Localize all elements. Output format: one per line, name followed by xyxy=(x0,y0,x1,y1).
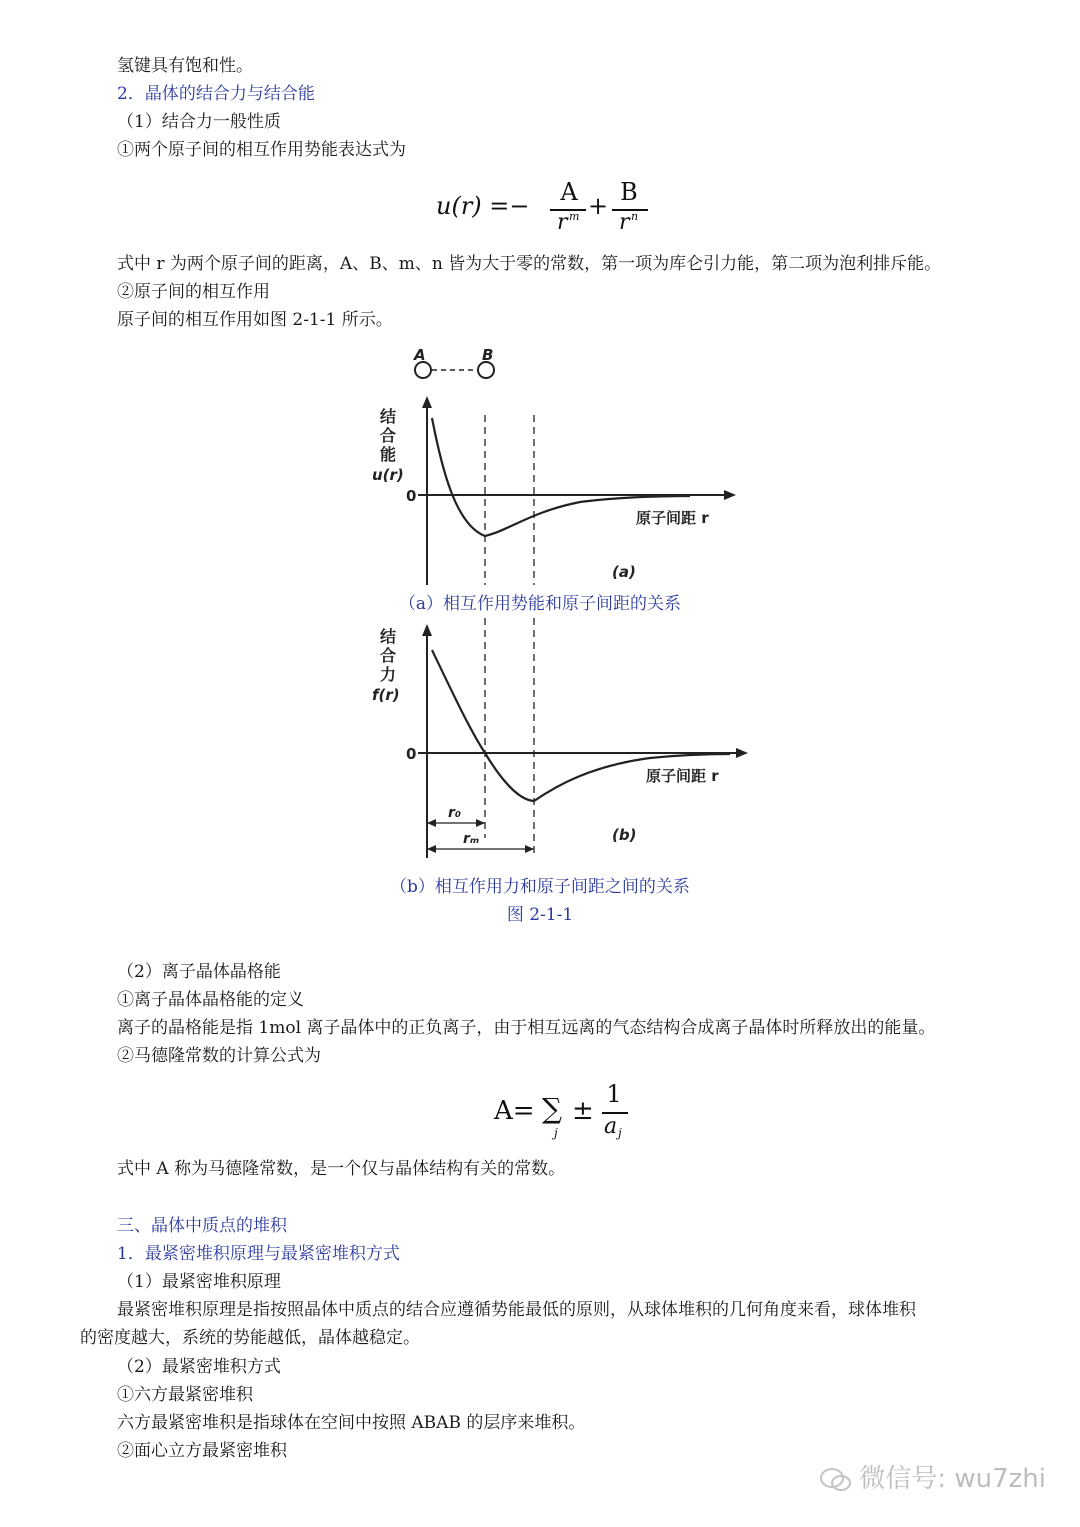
atom-a-label: A xyxy=(414,346,426,364)
fraction-bar xyxy=(612,209,648,211)
formula-exponent-m: m xyxy=(569,210,580,223)
figure-number: 图 2-1-1 xyxy=(506,905,574,925)
paragraph-madelung-heading: ②马德隆常数的计算公式为 xyxy=(117,1046,321,1066)
subheading-lattice-energy: （2）离子晶体晶格能 xyxy=(117,962,281,982)
plus-minus: ± xyxy=(572,1096,594,1126)
rm-label: rₘ xyxy=(463,831,480,847)
r0-arrow-right xyxy=(476,819,485,827)
paragraph-fcc-heading: ②面心立方最紧密堆积 xyxy=(117,1441,287,1461)
formula-numerator: 1 xyxy=(606,1080,622,1108)
y-axis-arrow xyxy=(422,624,432,636)
figure-b-force-plot xyxy=(360,618,760,868)
subheading-packing-modes: （2）最紧密堆积方式 xyxy=(117,1357,281,1377)
paragraph-variable-definitions: 式中 r 为两个原子间的距离，A、B、m、n 皆为大于零的常数，第一项为库仑引力能，第二项为泡利排斥能。 xyxy=(117,254,942,274)
madelung-formula xyxy=(494,1080,644,1146)
ylabel-symbol: f(r) xyxy=(372,686,400,704)
formula-numerator-a: A xyxy=(560,178,578,206)
subheading-general-properties: （1）结合力一般性质 xyxy=(117,112,281,132)
ylabel-symbol: u(r) xyxy=(372,466,404,484)
x-axis-arrow xyxy=(736,748,748,758)
panel-tag-a: (a) xyxy=(612,563,636,581)
ylabel-char-1: 结 xyxy=(380,627,397,646)
formula-denominator: a xyxy=(604,1114,618,1139)
paragraph-hcp-description: 六方最紧密堆积是指球体在空间中按照 ABAB 的层序来堆积。 xyxy=(117,1413,586,1433)
atom-b-label: B xyxy=(482,346,494,364)
atom-a-circle xyxy=(415,362,431,378)
formula-denominator-r2: r xyxy=(619,210,630,235)
fraction-bar xyxy=(550,209,586,211)
ylabel-char-3: 能 xyxy=(380,445,397,464)
r0-arrow-left xyxy=(427,819,436,827)
ylabel-char-1: 结 xyxy=(380,407,397,426)
paragraph-potential-expression: ①两个原子间的相互作用势能表达式为 xyxy=(117,140,406,160)
caption-a: （a）相互作用势能和原子间距的关系 xyxy=(398,594,682,614)
paragraph-madelung-meaning: 式中 A 称为马德隆常数，是一个仅与晶体结构有关的常数。 xyxy=(117,1159,566,1179)
ylabel-char-2: 合 xyxy=(380,426,397,445)
rm-arrow-right xyxy=(525,845,534,853)
section-heading-binding: 2．晶体的结合力与结合能 xyxy=(117,84,315,104)
paragraph-packing-principle-2: 的密度越大，系统的势能越低，晶体越稳定。 xyxy=(80,1328,420,1348)
paragraph-hydrogen-bond: 氢键具有饱和性。 xyxy=(117,56,253,76)
subsection-heading-closest-packing: 1．最紧密堆积原理与最紧密堆积方式 xyxy=(117,1244,400,1264)
wechat-icon xyxy=(819,1467,853,1493)
paragraph-packing-principle-1: 最紧密堆积原理是指按照晶体中质点的结合应遵循势能最低的原则，从球体堆积的几何角度来看，球体堆积 xyxy=(117,1300,916,1320)
paragraph-lattice-definition-heading: ①离子晶体晶格能的定义 xyxy=(117,990,304,1010)
denominator-subscript: j xyxy=(618,1126,622,1140)
r0-label: r₀ xyxy=(448,805,462,821)
paragraph-interaction-heading: ②原子间的相互作用 xyxy=(117,282,270,302)
paragraph-hcp-heading: ①六方最紧密堆积 xyxy=(117,1385,253,1405)
ylabel-char-2: 合 xyxy=(380,646,397,665)
formula-plus: + xyxy=(588,192,609,220)
watermark-text: 微信号: wu7zhi xyxy=(859,1464,1046,1494)
zero-label: 0 xyxy=(406,487,417,505)
figure-a-potential-plot xyxy=(360,340,760,590)
rm-arrow-left xyxy=(427,845,436,853)
ylabel-char-3: 力 xyxy=(380,665,397,684)
paragraph-lattice-definition: 离子的晶格能是指 1mol 离子晶体中的正负离子，由于相互远离的气态结构合成离子晶体时所释放出的能量。 xyxy=(117,1018,936,1038)
wechat-watermark xyxy=(819,1458,1046,1495)
paragraph-figure-reference: 原子间的相互作用如图 2-1-1 所示。 xyxy=(117,310,393,330)
x-axis-arrow xyxy=(724,490,736,500)
y-axis-arrow xyxy=(422,396,432,408)
sigma-subscript: j xyxy=(554,1126,558,1140)
formula-lhs: u(r) =− xyxy=(436,192,530,220)
x-axis-label: 原子间距 r xyxy=(646,767,719,785)
potential-formula xyxy=(436,178,696,238)
zero-label: 0 xyxy=(406,745,417,763)
atom-b-circle xyxy=(478,362,494,378)
formula-exponent-n: n xyxy=(631,210,639,223)
formula-denominator-r1: r xyxy=(557,210,568,235)
caption-b: （b）相互作用力和原子间距之间的关系 xyxy=(390,877,690,897)
subheading-packing-principle: （1）最紧密堆积原理 xyxy=(117,1272,281,1292)
panel-tag-b: (b) xyxy=(612,826,637,844)
formula-lhs: A= xyxy=(494,1096,535,1126)
section-heading-packing: 三、晶体中质点的堆积 xyxy=(117,1216,287,1236)
x-axis-label: 原子间距 r xyxy=(636,509,709,527)
sigma-symbol: ∑ xyxy=(542,1092,562,1125)
formula-numerator-b: B xyxy=(620,178,638,206)
